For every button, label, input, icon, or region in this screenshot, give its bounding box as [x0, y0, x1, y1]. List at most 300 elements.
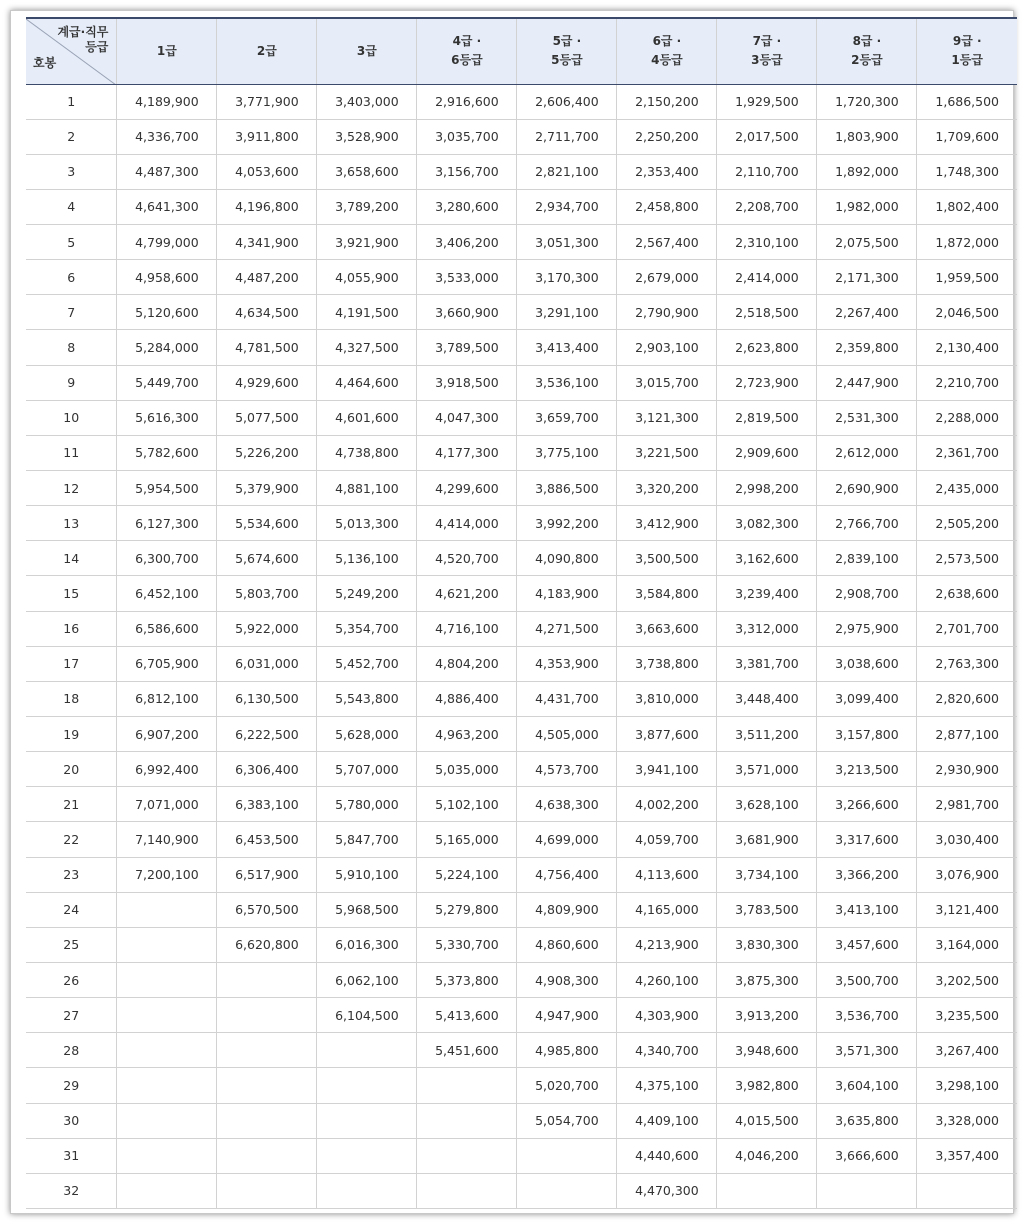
- salary-cell: 4,638,300: [517, 787, 617, 822]
- step-cell: 15: [26, 576, 117, 611]
- salary-cell: 3,810,000: [617, 681, 717, 716]
- salary-cell: 4,756,400: [517, 857, 617, 892]
- salary-cell: 3,660,900: [417, 295, 517, 330]
- table-row: [26, 963, 1017, 998]
- salary-cell: 3,992,200: [517, 506, 617, 541]
- salary-cell: 4,015,500: [717, 1103, 817, 1138]
- salary-cell: 2,998,200: [717, 471, 817, 506]
- table-row: [26, 1103, 1017, 1138]
- salary-cell: 4,260,100: [617, 963, 717, 998]
- salary-cell: 5,954,500: [117, 471, 217, 506]
- salary-cell: 4,886,400: [417, 681, 517, 716]
- table-row: [26, 84, 1017, 119]
- salary-cell: 4,641,300: [117, 189, 217, 224]
- salary-cell: 3,357,400: [917, 1138, 1017, 1173]
- column-header-line1: 7급 ·: [752, 34, 782, 49]
- column-header-line1: 9급 ·: [952, 34, 982, 49]
- salary-cell: [317, 1103, 417, 1138]
- salary-cell: 4,341,900: [217, 225, 317, 260]
- salary-cell: 6,300,700: [117, 541, 217, 576]
- salary-cell: 3,877,600: [617, 717, 717, 752]
- salary-cell: [217, 1033, 317, 1068]
- salary-cell: 3,658,600: [317, 154, 417, 189]
- salary-cell: [517, 1173, 617, 1208]
- table-row: [26, 1068, 1017, 1103]
- salary-cell: 3,536,100: [517, 365, 617, 400]
- salary-cell: 2,435,000: [917, 471, 1017, 506]
- salary-cell: 3,511,200: [717, 717, 817, 752]
- salary-cell: 3,082,300: [717, 506, 817, 541]
- salary-cell: 5,136,100: [317, 541, 417, 576]
- salary-cell: 4,409,100: [617, 1103, 717, 1138]
- salary-cell: 4,414,000: [417, 506, 517, 541]
- column-header: [917, 18, 1017, 84]
- table-row: [26, 260, 1017, 295]
- table-row: [26, 576, 1017, 611]
- salary-cell: 2,458,800: [617, 189, 717, 224]
- salary-cell: 2,606,400: [517, 84, 617, 119]
- salary-cell: 2,353,400: [617, 154, 717, 189]
- salary-cell: 2,075,500: [817, 225, 917, 260]
- step-cell: 26: [26, 963, 117, 998]
- salary-cell: 6,570,500: [217, 892, 317, 927]
- salary-cell: 3,298,100: [917, 1068, 1017, 1103]
- table-row: [26, 400, 1017, 435]
- salary-cell: 2,638,600: [917, 576, 1017, 611]
- salary-cell: 5,922,000: [217, 611, 317, 646]
- salary-cell: 4,213,900: [617, 927, 717, 962]
- step-cell: 21: [26, 787, 117, 822]
- salary-table-frame: [10, 10, 1014, 1214]
- corner-step-label: 호봉: [33, 55, 57, 70]
- salary-cell: 5,449,700: [117, 365, 217, 400]
- salary-cell: [117, 1033, 217, 1068]
- salary-cell: [217, 1103, 317, 1138]
- salary-cell: 1,872,000: [917, 225, 1017, 260]
- salary-cell: 2,909,600: [717, 435, 817, 470]
- salary-cell: [817, 1173, 917, 1208]
- salary-cell: 3,921,900: [317, 225, 417, 260]
- salary-cell: 4,520,700: [417, 541, 517, 576]
- salary-cell: 3,412,900: [617, 506, 717, 541]
- salary-cell: 6,383,100: [217, 787, 317, 822]
- column-header: [717, 18, 817, 84]
- salary-cell: 2,573,500: [917, 541, 1017, 576]
- salary-cell: 2,361,700: [917, 435, 1017, 470]
- salary-cell: 6,130,500: [217, 681, 317, 716]
- step-cell: 13: [26, 506, 117, 541]
- salary-cell: 3,500,700: [817, 963, 917, 998]
- salary-cell: 3,121,300: [617, 400, 717, 435]
- salary-cell: 1,686,500: [917, 84, 1017, 119]
- salary-cell: 4,958,600: [117, 260, 217, 295]
- salary-cell: 3,051,300: [517, 225, 617, 260]
- table-body: [26, 84, 1017, 1209]
- table-row: [26, 822, 1017, 857]
- salary-cell: 5,013,300: [317, 506, 417, 541]
- salary-cell: 3,406,200: [417, 225, 517, 260]
- salary-cell: 2,518,500: [717, 295, 817, 330]
- salary-cell: 4,716,100: [417, 611, 517, 646]
- table-row: [26, 471, 1017, 506]
- salary-cell: 1,803,900: [817, 119, 917, 154]
- salary-cell: 4,047,300: [417, 400, 517, 435]
- salary-cell: 4,929,600: [217, 365, 317, 400]
- salary-cell: 4,059,700: [617, 822, 717, 857]
- salary-cell: [117, 927, 217, 962]
- salary-cell: 3,162,600: [717, 541, 817, 576]
- salary-cell: 5,707,000: [317, 752, 417, 787]
- salary-cell: [517, 1138, 617, 1173]
- salary-cell: 4,327,500: [317, 330, 417, 365]
- salary-cell: 3,366,200: [817, 857, 917, 892]
- table-row: [26, 330, 1017, 365]
- salary-cell: 3,948,600: [717, 1033, 817, 1068]
- salary-cell: 3,235,500: [917, 998, 1017, 1033]
- salary-cell: 3,918,500: [417, 365, 517, 400]
- table-row: [26, 998, 1017, 1033]
- salary-cell: 3,266,600: [817, 787, 917, 822]
- salary-cell: 2,790,900: [617, 295, 717, 330]
- salary-cell: 3,403,000: [317, 84, 417, 119]
- table-row: [26, 506, 1017, 541]
- step-cell: 17: [26, 646, 117, 681]
- table-row: [26, 787, 1017, 822]
- salary-cell: 6,812,100: [117, 681, 217, 716]
- salary-cell: 4,053,600: [217, 154, 317, 189]
- salary-cell: 3,413,400: [517, 330, 617, 365]
- salary-cell: 5,330,700: [417, 927, 517, 962]
- table-row: [26, 225, 1017, 260]
- column-header: [817, 18, 917, 84]
- salary-cell: 1,892,000: [817, 154, 917, 189]
- step-cell: 22: [26, 822, 117, 857]
- salary-cell: 3,221,500: [617, 435, 717, 470]
- salary-cell: 4,487,200: [217, 260, 317, 295]
- salary-cell: 2,903,100: [617, 330, 717, 365]
- salary-cell: 5,616,300: [117, 400, 217, 435]
- step-cell: 7: [26, 295, 117, 330]
- salary-cell: 4,113,600: [617, 857, 717, 892]
- step-cell: 16: [26, 611, 117, 646]
- column-header-line2: 4등급: [651, 53, 683, 68]
- step-cell: 30: [26, 1103, 117, 1138]
- salary-cell: 3,571,300: [817, 1033, 917, 1068]
- salary-cell: 3,317,600: [817, 822, 917, 857]
- salary-cell: 5,451,600: [417, 1033, 517, 1068]
- salary-cell: 3,830,300: [717, 927, 817, 962]
- salary-cell: 3,267,400: [917, 1033, 1017, 1068]
- salary-cell: 4,183,900: [517, 576, 617, 611]
- salary-cell: 3,157,800: [817, 717, 917, 752]
- salary-cell: [417, 1068, 517, 1103]
- salary-cell: 3,659,700: [517, 400, 617, 435]
- salary-cell: 3,628,100: [717, 787, 817, 822]
- salary-cell: 6,517,900: [217, 857, 317, 892]
- salary-cell: 1,929,500: [717, 84, 817, 119]
- salary-cell: 6,222,500: [217, 717, 317, 752]
- salary-cell: 2,839,100: [817, 541, 917, 576]
- salary-cell: 4,189,900: [117, 84, 217, 119]
- salary-cell: 3,666,600: [817, 1138, 917, 1173]
- salary-cell: 3,663,600: [617, 611, 717, 646]
- salary-cell: 6,016,300: [317, 927, 417, 962]
- step-cell: 25: [26, 927, 117, 962]
- corner-grade-label: [57, 25, 108, 55]
- salary-cell: 3,381,700: [717, 646, 817, 681]
- salary-cell: [117, 998, 217, 1033]
- salary-cell: 5,165,000: [417, 822, 517, 857]
- column-header-line1: 4급 ·: [452, 34, 482, 49]
- salary-cell: 3,571,000: [717, 752, 817, 787]
- salary-cell: 2,531,300: [817, 400, 917, 435]
- salary-cell: 3,911,800: [217, 119, 317, 154]
- step-cell: 18: [26, 681, 117, 716]
- salary-cell: 5,077,500: [217, 400, 317, 435]
- salary-cell: 4,191,500: [317, 295, 417, 330]
- column-header-line1: 5급 ·: [552, 34, 582, 49]
- salary-cell: 3,170,300: [517, 260, 617, 295]
- salary-cell: 5,628,000: [317, 717, 417, 752]
- salary-cell: [217, 1173, 317, 1208]
- table-row: [26, 717, 1017, 752]
- salary-cell: 3,448,400: [717, 681, 817, 716]
- salary-cell: 3,734,100: [717, 857, 817, 892]
- salary-cell: 2,612,000: [817, 435, 917, 470]
- column-header-line1: 2급: [256, 43, 277, 58]
- salary-cell: 4,908,300: [517, 963, 617, 998]
- salary-cell: 6,031,000: [217, 646, 317, 681]
- salary-cell: [217, 998, 317, 1033]
- salary-cell: 3,913,200: [717, 998, 817, 1033]
- salary-cell: 4,738,800: [317, 435, 417, 470]
- salary-cell: 4,947,900: [517, 998, 617, 1033]
- salary-cell: 2,934,700: [517, 189, 617, 224]
- salary-cell: [317, 1068, 417, 1103]
- salary-cell: 3,413,100: [817, 892, 917, 927]
- salary-cell: 3,681,900: [717, 822, 817, 857]
- salary-cell: 2,288,000: [917, 400, 1017, 435]
- salary-cell: 2,505,200: [917, 506, 1017, 541]
- salary-cell: 4,487,300: [117, 154, 217, 189]
- salary-cell: 5,279,800: [417, 892, 517, 927]
- salary-cell: 4,196,800: [217, 189, 317, 224]
- salary-cell: 3,886,500: [517, 471, 617, 506]
- column-header-line1: 3급: [356, 43, 377, 58]
- salary-cell: 3,771,900: [217, 84, 317, 119]
- salary-cell: [217, 1138, 317, 1173]
- salary-cell: 4,090,800: [517, 541, 617, 576]
- salary-cell: 2,447,900: [817, 365, 917, 400]
- step-cell: 19: [26, 717, 117, 752]
- salary-cell: 1,709,600: [917, 119, 1017, 154]
- salary-cell: 5,373,800: [417, 963, 517, 998]
- salary-cell: 2,267,400: [817, 295, 917, 330]
- salary-cell: 3,941,100: [617, 752, 717, 787]
- salary-cell: 4,353,900: [517, 646, 617, 681]
- salary-cell: 2,046,500: [917, 295, 1017, 330]
- salary-cell: 4,431,700: [517, 681, 617, 716]
- salary-cell: 4,699,000: [517, 822, 617, 857]
- step-cell: 32: [26, 1173, 117, 1208]
- salary-cell: 6,586,600: [117, 611, 217, 646]
- salary-cell: 2,723,900: [717, 365, 817, 400]
- salary-cell: 3,783,500: [717, 892, 817, 927]
- corner-grade-line2: 등급: [85, 40, 109, 54]
- salary-cell: 4,860,600: [517, 927, 617, 962]
- salary-cell: 5,452,700: [317, 646, 417, 681]
- salary-cell: 4,055,900: [317, 260, 417, 295]
- salary-cell: 6,620,800: [217, 927, 317, 962]
- salary-cell: 2,690,900: [817, 471, 917, 506]
- salary-cell: 2,171,300: [817, 260, 917, 295]
- table-row: [26, 1138, 1017, 1173]
- salary-cell: 3,156,700: [417, 154, 517, 189]
- salary-cell: 5,020,700: [517, 1068, 617, 1103]
- salary-cell: 4,881,100: [317, 471, 417, 506]
- salary-cell: 3,076,900: [917, 857, 1017, 892]
- step-cell: 27: [26, 998, 117, 1033]
- salary-cell: 2,250,200: [617, 119, 717, 154]
- salary-cell: [717, 1173, 817, 1208]
- table-row: [26, 892, 1017, 927]
- column-header: [617, 18, 717, 84]
- salary-cell: [917, 1173, 1017, 1208]
- salary-cell: 3,775,100: [517, 435, 617, 470]
- step-cell: 5: [26, 225, 117, 260]
- salary-cell: 3,875,300: [717, 963, 817, 998]
- salary-cell: 2,110,700: [717, 154, 817, 189]
- salary-cell: 6,453,500: [217, 822, 317, 857]
- salary-cell: 6,062,100: [317, 963, 417, 998]
- salary-cell: 5,413,600: [417, 998, 517, 1033]
- table-row: [26, 365, 1017, 400]
- salary-cell: 4,573,700: [517, 752, 617, 787]
- salary-cell: 4,303,900: [617, 998, 717, 1033]
- salary-cell: 5,674,600: [217, 541, 317, 576]
- step-cell: 12: [26, 471, 117, 506]
- salary-cell: 3,213,500: [817, 752, 917, 787]
- table-row: [26, 857, 1017, 892]
- salary-cell: 3,320,200: [617, 471, 717, 506]
- corner-grade-line1: 계급·직무: [57, 25, 109, 39]
- salary-cell: [117, 1103, 217, 1138]
- salary-cell: 3,164,000: [917, 927, 1017, 962]
- salary-cell: 6,992,400: [117, 752, 217, 787]
- salary-cell: 2,017,500: [717, 119, 817, 154]
- salary-cell: 3,099,400: [817, 681, 917, 716]
- salary-cell: 4,601,600: [317, 400, 417, 435]
- salary-cell: 4,470,300: [617, 1173, 717, 1208]
- salary-cell: 3,202,500: [917, 963, 1017, 998]
- salary-cell: 3,635,800: [817, 1103, 917, 1138]
- salary-cell: 5,120,600: [117, 295, 217, 330]
- table-row: [26, 611, 1017, 646]
- step-cell: 24: [26, 892, 117, 927]
- salary-cell: 2,679,000: [617, 260, 717, 295]
- step-cell: 29: [26, 1068, 117, 1103]
- table-row: [26, 1033, 1017, 1068]
- salary-cell: 4,165,000: [617, 892, 717, 927]
- column-header: [417, 18, 517, 84]
- salary-cell: 3,533,000: [417, 260, 517, 295]
- salary-cell: 5,054,700: [517, 1103, 617, 1138]
- salary-cell: 3,457,600: [817, 927, 917, 962]
- salary-cell: [217, 963, 317, 998]
- column-header-line2: 3등급: [751, 53, 783, 68]
- salary-cell: 3,789,500: [417, 330, 517, 365]
- salary-cell: 3,038,600: [817, 646, 917, 681]
- salary-cell: 2,766,700: [817, 506, 917, 541]
- salary-cell: 4,621,200: [417, 576, 517, 611]
- salary-cell: 4,299,600: [417, 471, 517, 506]
- table-row: [26, 119, 1017, 154]
- step-cell: 14: [26, 541, 117, 576]
- salary-cell: 6,452,100: [117, 576, 217, 611]
- corner-header-cell: [26, 18, 117, 84]
- salary-cell: 5,354,700: [317, 611, 417, 646]
- salary-cell: [117, 1173, 217, 1208]
- salary-cell: 6,705,900: [117, 646, 217, 681]
- salary-cell: 3,536,700: [817, 998, 917, 1033]
- salary-cell: 3,121,400: [917, 892, 1017, 927]
- salary-cell: [117, 963, 217, 998]
- salary-cell: 2,711,700: [517, 119, 617, 154]
- salary-cell: 7,140,900: [117, 822, 217, 857]
- salary-cell: 4,809,900: [517, 892, 617, 927]
- salary-cell: 5,035,000: [417, 752, 517, 787]
- salary-cell: 4,002,200: [617, 787, 717, 822]
- salary-cell: 6,907,200: [117, 717, 217, 752]
- salary-cell: 4,799,000: [117, 225, 217, 260]
- salary-cell: 5,968,500: [317, 892, 417, 927]
- salary-cell: 2,916,600: [417, 84, 517, 119]
- table-row: [26, 154, 1017, 189]
- salary-cell: 3,500,500: [617, 541, 717, 576]
- salary-cell: 2,414,000: [717, 260, 817, 295]
- table-row: [26, 752, 1017, 787]
- salary-cell: 2,819,500: [717, 400, 817, 435]
- salary-cell: 4,340,700: [617, 1033, 717, 1068]
- salary-cell: 5,803,700: [217, 576, 317, 611]
- salary-cell: 5,782,600: [117, 435, 217, 470]
- salary-cell: 3,291,100: [517, 295, 617, 330]
- salary-cell: 5,249,200: [317, 576, 417, 611]
- salary-cell: 3,280,600: [417, 189, 517, 224]
- salary-cell: 2,359,800: [817, 330, 917, 365]
- table-row: [26, 927, 1017, 962]
- salary-cell: 3,584,800: [617, 576, 717, 611]
- table-row: [26, 1173, 1017, 1208]
- salary-cell: [317, 1173, 417, 1208]
- salary-cell: 3,312,000: [717, 611, 817, 646]
- column-header: [317, 18, 417, 84]
- column-header-line1: 6급 ·: [652, 34, 682, 49]
- salary-cell: 2,150,200: [617, 84, 717, 119]
- salary-cell: 3,982,800: [717, 1068, 817, 1103]
- salary-cell: 2,208,700: [717, 189, 817, 224]
- column-header: [117, 18, 217, 84]
- salary-cell: 1,802,400: [917, 189, 1017, 224]
- salary-cell: [417, 1103, 517, 1138]
- column-header-line2: 6등급: [451, 53, 483, 68]
- salary-table: [26, 17, 1017, 1209]
- step-cell: 9: [26, 365, 117, 400]
- salary-cell: 4,177,300: [417, 435, 517, 470]
- salary-cell: 2,310,100: [717, 225, 817, 260]
- salary-cell: 2,975,900: [817, 611, 917, 646]
- salary-cell: 2,821,100: [517, 154, 617, 189]
